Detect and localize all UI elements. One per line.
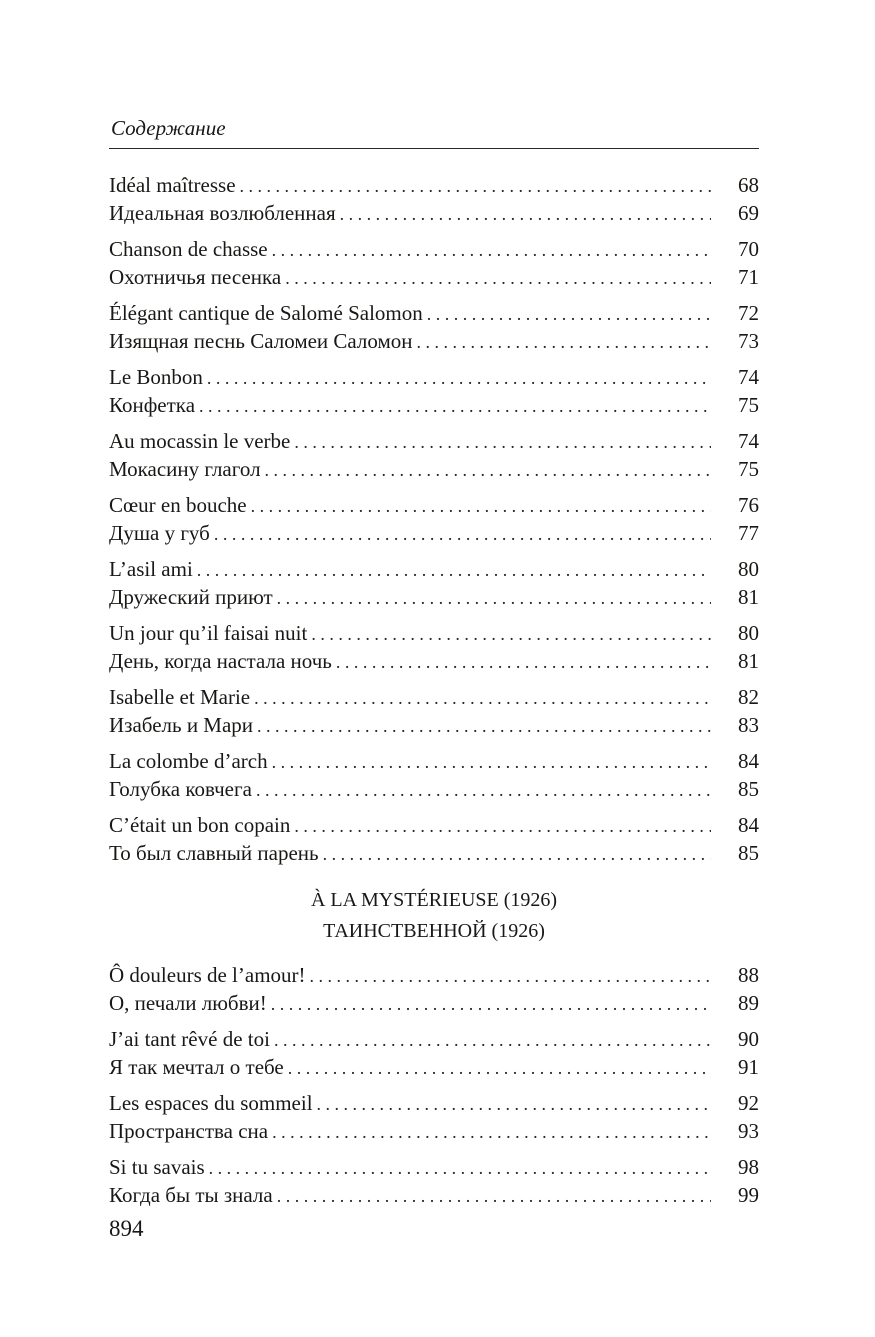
entry-page-number: 81 xyxy=(738,649,759,673)
toc-entry xyxy=(109,1153,759,1181)
entry-page-number: 74 xyxy=(738,365,759,389)
entry-page-number: 73 xyxy=(738,329,759,353)
toc-entry xyxy=(109,747,759,775)
toc-entry xyxy=(109,327,759,355)
entry-page-number: 75 xyxy=(738,393,759,417)
toc-entry xyxy=(109,1025,759,1053)
toc-entry-pair xyxy=(109,619,759,675)
toc-entry xyxy=(109,711,759,739)
entry-title: Идеальная возлюбленная xyxy=(109,201,336,225)
dot-leader xyxy=(272,748,711,776)
entry-page-number: 85 xyxy=(738,777,759,801)
dot-leader xyxy=(271,990,711,1018)
entry-title: Пространства сна xyxy=(109,1119,269,1143)
section-heading-fr: À LA MYSTÉRIEUSE (1926) xyxy=(310,889,558,911)
toc-entry-pair xyxy=(109,427,759,483)
entry-page-number: 81 xyxy=(738,585,759,609)
page-number: 894 xyxy=(109,1216,144,1241)
dot-leader xyxy=(209,1154,711,1182)
entry-page-number: 83 xyxy=(738,713,759,737)
entry-title: Les espaces du sommeil xyxy=(109,1091,313,1115)
toc-entry-pair xyxy=(109,363,759,419)
toc-list-1 xyxy=(109,171,759,867)
section-heading-ru: ТАИНСТВЕННОЙ (1926) xyxy=(323,920,545,942)
entry-page-number: 76 xyxy=(738,493,759,517)
entry-page-number: 84 xyxy=(738,749,759,773)
dot-leader xyxy=(277,584,711,612)
entry-page-number: 75 xyxy=(738,457,759,481)
dot-leader xyxy=(311,620,711,648)
toc-entry xyxy=(109,199,759,227)
entry-page-number: 85 xyxy=(738,841,759,865)
entry-title: Когда бы ты знала xyxy=(109,1183,273,1207)
toc-entry xyxy=(109,583,759,611)
running-head: Содержание xyxy=(111,116,226,140)
dot-leader xyxy=(417,328,711,356)
entry-title: Душа у губ xyxy=(109,521,210,545)
toc-entry-pair xyxy=(109,811,759,867)
entry-title: Ô douleurs de l’amour! xyxy=(109,963,306,987)
entry-title: J’ai tant rêvé de toi xyxy=(109,1027,270,1051)
toc-entry-pair xyxy=(109,235,759,291)
toc-entry-pair xyxy=(109,171,759,227)
entry-page-number: 72 xyxy=(738,301,759,325)
dot-leader xyxy=(336,648,711,676)
toc-entry xyxy=(109,1089,759,1117)
entry-title: Конфетка xyxy=(109,393,196,417)
dot-leader xyxy=(251,492,711,520)
entry-page-number: 80 xyxy=(738,557,759,581)
dot-leader xyxy=(274,1026,711,1054)
dot-leader xyxy=(294,812,711,840)
entry-title: День, когда настала ночь xyxy=(109,649,332,673)
dot-leader xyxy=(257,712,711,740)
entry-title: L’asil ami xyxy=(109,557,193,581)
toc-entry xyxy=(109,619,759,647)
toc-entry xyxy=(109,1181,759,1209)
dot-leader xyxy=(240,172,711,200)
toc-page xyxy=(109,108,759,1217)
toc-entry xyxy=(109,363,759,391)
entry-title: Si tu savais xyxy=(109,1155,205,1179)
dot-leader xyxy=(272,236,711,264)
entry-title: О, печали любви! xyxy=(109,991,267,1015)
entry-title: Le Bonbon xyxy=(109,365,203,389)
dot-leader xyxy=(199,392,711,420)
toc-entry xyxy=(109,519,759,547)
entry-title: Cœur en bouche xyxy=(109,493,247,517)
dot-leader xyxy=(285,264,711,292)
dot-leader xyxy=(288,1054,711,1082)
entry-page-number: 99 xyxy=(738,1183,759,1207)
toc-entry-pair xyxy=(109,683,759,739)
toc-entry-pair xyxy=(109,299,759,355)
toc-entry xyxy=(109,171,759,199)
dot-leader xyxy=(277,1182,711,1210)
section-heading xyxy=(109,885,759,947)
toc-entry xyxy=(109,839,759,867)
entry-title: Охотничья песенка xyxy=(109,265,282,289)
dot-leader xyxy=(256,776,711,804)
toc-entry xyxy=(109,555,759,583)
toc-entry xyxy=(109,1117,759,1145)
entry-title: Élégant cantique de Salomé Salomon xyxy=(109,301,423,325)
entry-page-number: 90 xyxy=(738,1027,759,1051)
toc-entry xyxy=(109,1053,759,1081)
entry-page-number: 82 xyxy=(738,685,759,709)
toc-entry xyxy=(109,263,759,291)
toc-entry-pair xyxy=(109,1089,759,1145)
entry-page-number: 98 xyxy=(738,1155,759,1179)
entry-title: Мокасину глагол xyxy=(109,457,261,481)
entry-page-number: 92 xyxy=(738,1091,759,1115)
entry-page-number: 77 xyxy=(738,521,759,545)
entry-title: C’était un bon copain xyxy=(109,813,291,837)
dot-leader xyxy=(323,840,711,868)
entry-title: Chanson de chasse xyxy=(109,237,268,261)
dot-leader xyxy=(207,364,711,392)
entry-page-number: 89 xyxy=(738,991,759,1015)
toc-entry-pair xyxy=(109,491,759,547)
toc-entry xyxy=(109,491,759,519)
toc-entry-pair xyxy=(109,961,759,1017)
toc-entry xyxy=(109,811,759,839)
toc-entry xyxy=(109,235,759,263)
entry-title: La colombe d’arch xyxy=(109,749,268,773)
entry-page-number: 71 xyxy=(738,265,759,289)
toc-entry-pair xyxy=(109,1153,759,1209)
entry-page-number: 68 xyxy=(738,173,759,197)
toc-entry xyxy=(109,683,759,711)
toc-entry-pair xyxy=(109,1025,759,1081)
dot-leader xyxy=(427,300,711,328)
entry-title: Изящная песнь Саломеи Саломон xyxy=(109,329,413,353)
dot-leader xyxy=(254,684,711,712)
entry-page-number: 88 xyxy=(738,963,759,987)
entry-page-number: 93 xyxy=(738,1119,759,1143)
entry-title: Дружеский приют xyxy=(109,585,273,609)
entry-title: Я так мечтал о тебе xyxy=(109,1055,284,1079)
entry-title: Изабель и Мари xyxy=(109,713,254,737)
entry-title: То был славный парень xyxy=(109,841,319,865)
toc-entry-pair xyxy=(109,747,759,803)
dot-leader xyxy=(272,1118,711,1146)
dot-leader xyxy=(197,556,711,584)
dot-leader xyxy=(310,962,711,990)
toc-entry xyxy=(109,989,759,1017)
toc-entry xyxy=(109,455,759,483)
dot-leader xyxy=(265,456,711,484)
toc-entry xyxy=(109,775,759,803)
toc-list-2 xyxy=(109,961,759,1209)
dot-leader xyxy=(317,1090,711,1118)
toc-entry xyxy=(109,961,759,989)
entry-page-number: 84 xyxy=(738,813,759,837)
entry-page-number: 70 xyxy=(738,237,759,261)
entry-page-number: 80 xyxy=(738,621,759,645)
entry-page-number: 91 xyxy=(738,1055,759,1079)
dot-leader xyxy=(340,200,711,228)
entry-title: Голубка ковчега xyxy=(109,777,252,801)
toc-entry-pair xyxy=(109,555,759,611)
toc-entry xyxy=(109,647,759,675)
toc-entry xyxy=(109,299,759,327)
entry-title: Un jour qu’il faisai nuit xyxy=(109,621,308,645)
entry-page-number: 74 xyxy=(738,429,759,453)
dot-leader xyxy=(294,428,711,456)
entry-title: Isabelle et Marie xyxy=(109,685,251,709)
entry-page-number: 69 xyxy=(738,201,759,225)
dot-leader xyxy=(214,520,711,548)
toc-entry xyxy=(109,427,759,455)
entry-title: Au mocassin le verbe xyxy=(109,429,291,453)
toc-entry xyxy=(109,391,759,419)
entry-title: Idéal maîtresse xyxy=(109,173,236,197)
header-rule xyxy=(109,148,759,149)
